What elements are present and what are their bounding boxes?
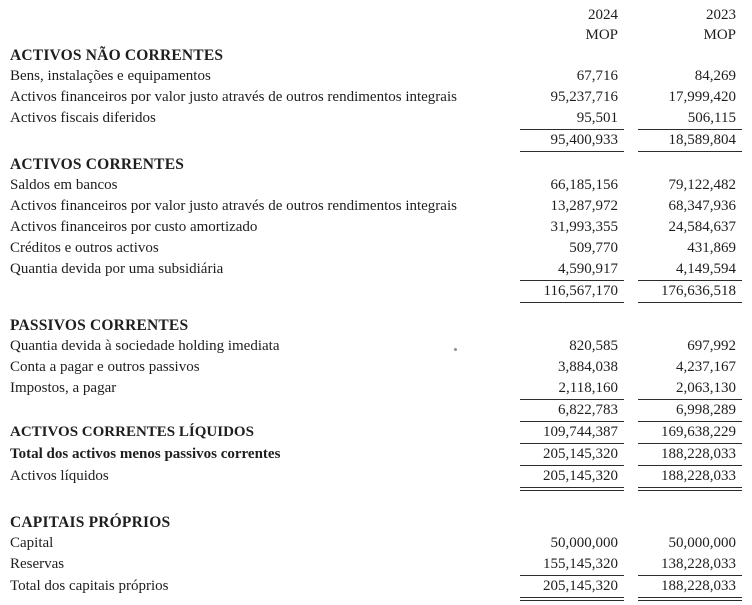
value-2024: 116,567,170 <box>520 281 624 303</box>
statement-row <box>10 281 742 303</box>
statement-row <box>10 259 742 281</box>
section-heading: PASSIVOS CORRENTES <box>10 317 189 334</box>
statement-row <box>10 87 742 108</box>
statement-rows <box>10 45 742 601</box>
value-2023: 176,636,518 <box>638 281 742 303</box>
value-2024: 3,884,038 <box>558 359 618 375</box>
section-spacer <box>10 491 742 512</box>
value-2024: 6,822,783 <box>520 400 624 422</box>
column-unit-header-row <box>10 25 742 45</box>
value-2024: 2,118,160 <box>520 378 624 400</box>
row-label: Total dos capitais próprios <box>10 578 169 594</box>
value-2024: 95,237,716 <box>550 89 618 105</box>
value-2023: 84,269 <box>694 68 736 84</box>
value-2024: 155,145,320 <box>520 554 624 576</box>
row-label: Capital <box>10 535 54 551</box>
row-label: Activos fiscais diferidos <box>10 110 156 126</box>
row-label: Activos líquidos <box>10 468 109 484</box>
statement-row <box>10 400 742 422</box>
unit-mop-2023-label: MOP <box>703 27 736 43</box>
section-heading: ACTIVOS NÃO CORRENTES <box>10 47 224 64</box>
row-label: Total dos activos menos passivos correntes <box>10 446 281 462</box>
value-2023: 138,228,033 <box>638 554 742 576</box>
year-2023-label: 2023 <box>706 7 736 23</box>
year-2024-label: 2024 <box>588 7 618 23</box>
value-2023: 188,228,033 <box>638 444 742 466</box>
statement-row <box>10 238 742 259</box>
row-label: Activos financeiros por valor justo através de outros rendimentos integrais <box>10 89 457 105</box>
unit-mop-2024-label: MOP <box>585 27 618 43</box>
row-label: Quantia devida à sociedade holding imediata <box>10 338 280 354</box>
row-label: Quantia devida por uma subsidiária <box>10 261 224 277</box>
value-2024: 820,585 <box>569 338 618 354</box>
statement-row <box>10 444 742 466</box>
section-heading: ACTIVOS CORRENTES <box>10 156 185 173</box>
value-2024: 205,145,320 <box>520 576 624 601</box>
value-2024: 31,993,355 <box>550 219 618 235</box>
value-2024: 205,145,320 <box>520 466 624 491</box>
row-label: Bens, instalações e equipamentos <box>10 68 211 84</box>
row-label: Activos financeiros por valor justo através de outros rendimentos integrais <box>10 198 457 214</box>
statement-row <box>10 175 742 196</box>
value-2023: 17,999,420 <box>668 89 736 105</box>
row-label: Créditos e outros activos <box>10 240 159 256</box>
value-2023: 169,638,229 <box>638 422 742 444</box>
value-2023: 18,589,804 <box>638 130 742 152</box>
value-2023: 50,000,000 <box>668 535 736 551</box>
value-2023: 188,228,033 <box>638 576 742 601</box>
statement-row <box>10 130 742 152</box>
statement-row <box>10 196 742 217</box>
value-2024: 66,185,156 <box>550 177 618 193</box>
statement-row <box>10 422 742 444</box>
column-year-header-row <box>10 5 742 25</box>
value-2024: 13,287,972 <box>550 198 618 214</box>
value-2023: 4,237,167 <box>676 359 736 375</box>
section-heading: CAPITAIS PRÓPRIOS <box>10 514 171 531</box>
value-2024: 109,744,387 <box>520 422 624 444</box>
value-2024: 67,716 <box>576 68 618 84</box>
value-2024: 4,590,917 <box>520 259 624 281</box>
statement-row <box>10 378 742 400</box>
value-2024: 95,501 <box>520 108 624 130</box>
value-2023: 2,063,130 <box>638 378 742 400</box>
statement-row <box>10 315 742 336</box>
statement-row <box>10 512 742 533</box>
statement-row <box>10 108 742 130</box>
value-2023: 24,584,637 <box>668 219 736 235</box>
value-2023: 79,122,482 <box>668 177 736 193</box>
section-spacer <box>10 303 742 315</box>
row-label: Conta a pagar e outros passivos <box>10 359 200 375</box>
row-label: Saldos em bancos <box>10 177 118 193</box>
row-label: Reservas <box>10 556 65 572</box>
statement-row <box>10 357 742 378</box>
value-2023: 506,115 <box>638 108 742 130</box>
row-label: Impostos, a pagar <box>10 380 117 396</box>
row-label: Activos financeiros por custo amortizado <box>10 219 258 235</box>
statement-row <box>10 576 742 601</box>
value-2023: 6,998,289 <box>638 400 742 422</box>
value-2024: 95,400,933 <box>520 130 624 152</box>
statement-row <box>10 554 742 576</box>
value-2024: 509,770 <box>569 240 618 256</box>
value-2023: 4,149,594 <box>638 259 742 281</box>
value-2023: 431,869 <box>687 240 736 256</box>
value-2024: 50,000,000 <box>550 535 618 551</box>
scan-speck-artifact <box>454 348 457 351</box>
statement-row <box>10 66 742 87</box>
statement-row <box>10 154 742 175</box>
value-2024: 205,145,320 <box>520 444 624 466</box>
statement-row <box>10 466 742 491</box>
value-2023: 68,347,936 <box>668 198 736 214</box>
value-2023: 188,228,033 <box>638 466 742 491</box>
statement-row <box>10 336 742 357</box>
statement-row <box>10 45 742 66</box>
row-label: ACTIVOS CORRENTES LÍQUIDOS <box>10 424 254 440</box>
statement-row <box>10 533 742 554</box>
statement-row <box>10 217 742 238</box>
value-2023: 697,992 <box>687 338 736 354</box>
